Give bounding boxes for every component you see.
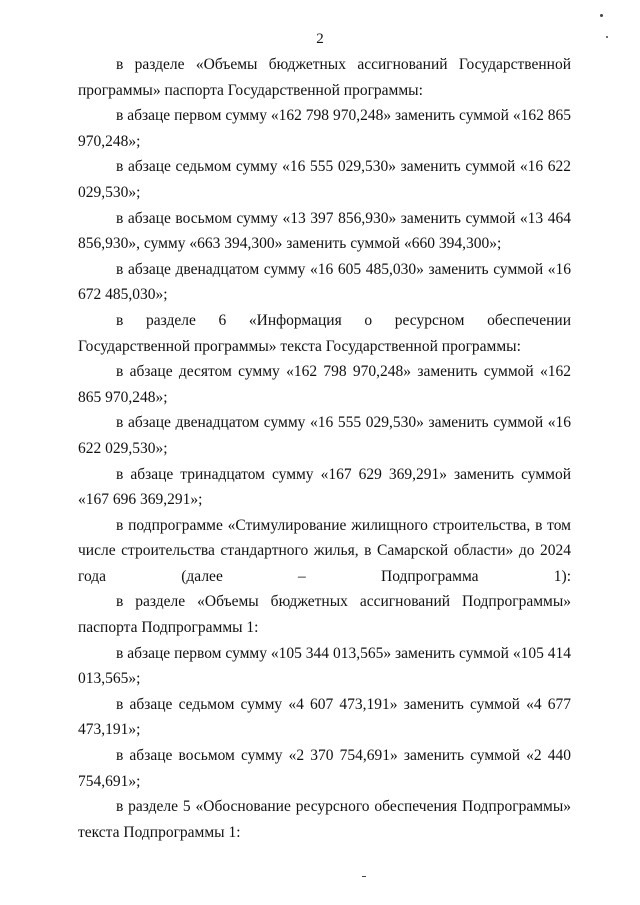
paragraph-amendment-10: в абзаце десятом сумму «162 798 970,248» заменить суммой «162 865 970,248»; <box>78 363 571 406</box>
paragraph-subprogram-budget-section: в разделе «Объемы бюджетных ассигнований Подпрограммы» паспорта Подпрограммы 1: <box>78 593 571 637</box>
scan-speck <box>362 876 366 877</box>
paragraph-amendment-12: в абзаце двенадцатом сумму «16 605 485,030» заменить суммой «16 672 485,030»; <box>78 260 571 304</box>
paragraph-amendment-1: в абзаце первом сумму «162 798 970,248» заменить суммой «162 865 970,248»; <box>78 107 571 150</box>
scan-speck <box>600 14 603 17</box>
paragraph-subprogram-1: в подпрограмме «Стимулирование жилищного строительства, в том числе строительства стандартного жилья, в Самарской области» до 2024 года (далее – Подпрограмма 1): <box>78 516 571 585</box>
paragraph-subprogram-amendment-1: в абзаце первом сумму «105 344 013,565» заменить суммой «105 414 013,565»; <box>78 644 571 688</box>
paragraph-amendment-12b: в абзаце двенадцатом сумму «16 555 029,530» заменить суммой «16 622 029,530»; <box>78 414 571 457</box>
paragraph-amendment-7: в абзаце седьмом сумму «16 555 029,530» заменить суммой «16 622 029,530»; <box>78 158 571 201</box>
scan-speck <box>606 36 608 38</box>
paragraph-subprogram-amendment-7: в абзаце седьмом сумму «4 607 473,191» заменить суммой «4 677 473,191»; <box>78 695 571 739</box>
paragraph-subprogram-amendment-8: в абзаце восьмом сумму «2 370 754,691» заменить суммой «2 440 754,691»; <box>78 747 571 790</box>
paragraph-budget-section: в разделе «Объемы бюджетных ассигнований Государственной программы» паспорта Государственной программы: <box>78 56 571 99</box>
page-number: 2 <box>316 31 324 47</box>
paragraph-amendment-13: в абзаце тринадцатом сумму «167 629 369,291» заменить суммой «167 696 369,291»; <box>78 465 571 509</box>
paragraph-section-5: в разделе 5 «Обоснование ресурсного обеспечения Подпрограммы» текста Подпрограммы 1: <box>78 798 571 841</box>
document-body <box>78 52 571 845</box>
paragraph-section-6: в разделе 6 «Информация о ресурсном обеспечении Государственной программы» текста Государственной программы: <box>78 311 571 355</box>
paragraph-amendment-8: в абзаце восьмом сумму «13 397 856,930» заменить суммой «13 464 856,930», сумму «663 394,300» заменить суммой «660 394,300»; <box>78 209 571 253</box>
